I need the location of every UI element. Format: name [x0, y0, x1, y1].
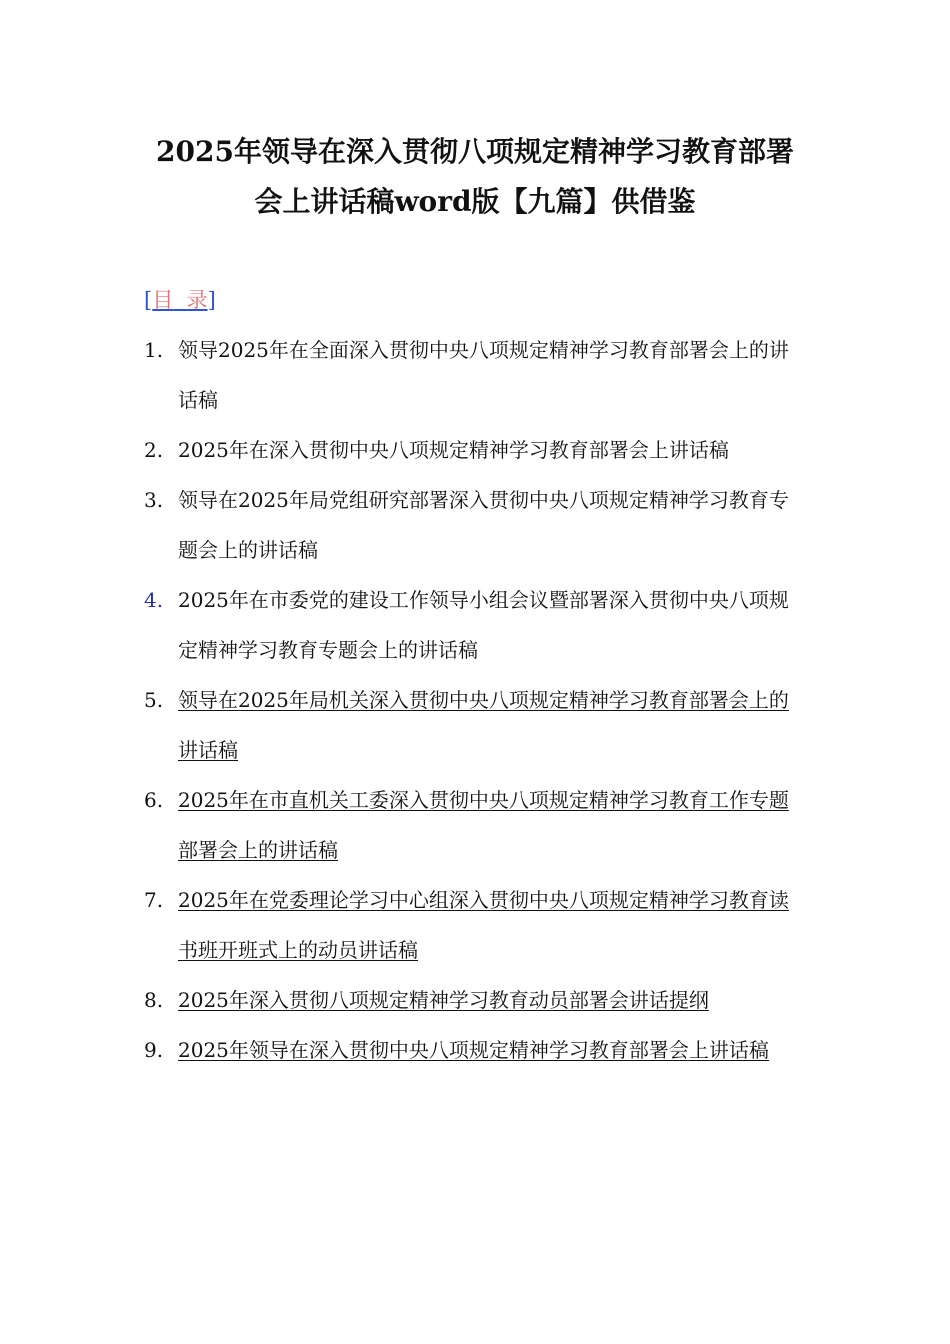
toc-item-link[interactable]: 2025年深入贯彻八项规定精神学习教育动员部署会讲话提纲 [178, 988, 709, 1012]
toc-item-number: 5. [144, 688, 164, 712]
toc-heading-open-bracket: [ [144, 288, 153, 312]
toc-item-text[interactable]: 领导在2025年局党组研究部署深入贯彻中央八项规定精神学习教育专题会上的讲话稿 [178, 488, 789, 562]
toc-heading-close-bracket: ] [207, 288, 216, 312]
document-title-line-1: 2025年领导在深入贯彻八项规定精神学习教育部署 [156, 135, 794, 168]
toc-heading-char-mu: 目 [152, 288, 174, 312]
toc-item-number: 9. [144, 1038, 164, 1062]
toc-item-number: 2. [144, 438, 164, 462]
toc-item-number: 1. [144, 338, 164, 362]
toc-heading-char-lu: 录 [186, 288, 208, 312]
toc-item-text[interactable]: 2025年在市委党的建设工作领导小组会议暨部署深入贯彻中央八项规定精神学习教育专题会上的讲话稿 [178, 588, 789, 662]
toc-item-number: 3. [144, 488, 164, 512]
toc-item-link[interactable]: 领导在2025年局机关深入贯彻中央八项规定精神学习教育部署会上的讲话稿 [178, 688, 789, 762]
toc-item-number: 4. [144, 588, 164, 612]
document-title-line-2: 会上讲话稿word版【九篇】供借鉴 [254, 185, 696, 218]
toc-item-number: 6. [144, 788, 164, 812]
toc-item-number: 7. [144, 888, 164, 912]
toc-item-link[interactable]: 2025年领导在深入贯彻中央八项规定精神学习教育部署会上讲话稿 [178, 1038, 769, 1062]
toc-item-number: 8. [144, 988, 164, 1012]
toc-item-link[interactable]: 2025年在市直机关工委深入贯彻中央八项规定精神学习教育工作专题部署会上的讲话稿 [178, 788, 789, 862]
toc-item-text[interactable]: 领导2025年在全面深入贯彻中央八项规定精神学习教育部署会上的讲话稿 [178, 338, 789, 412]
toc-heading[interactable] [144, 284, 216, 316]
toc-item-link[interactable]: 2025年在党委理论学习中心组深入贯彻中央八项规定精神学习教育读书班开班式上的动员讲话稿 [178, 888, 789, 962]
toc-item-text[interactable]: 2025年在深入贯彻中央八项规定精神学习教育部署会上讲话稿 [178, 438, 729, 462]
